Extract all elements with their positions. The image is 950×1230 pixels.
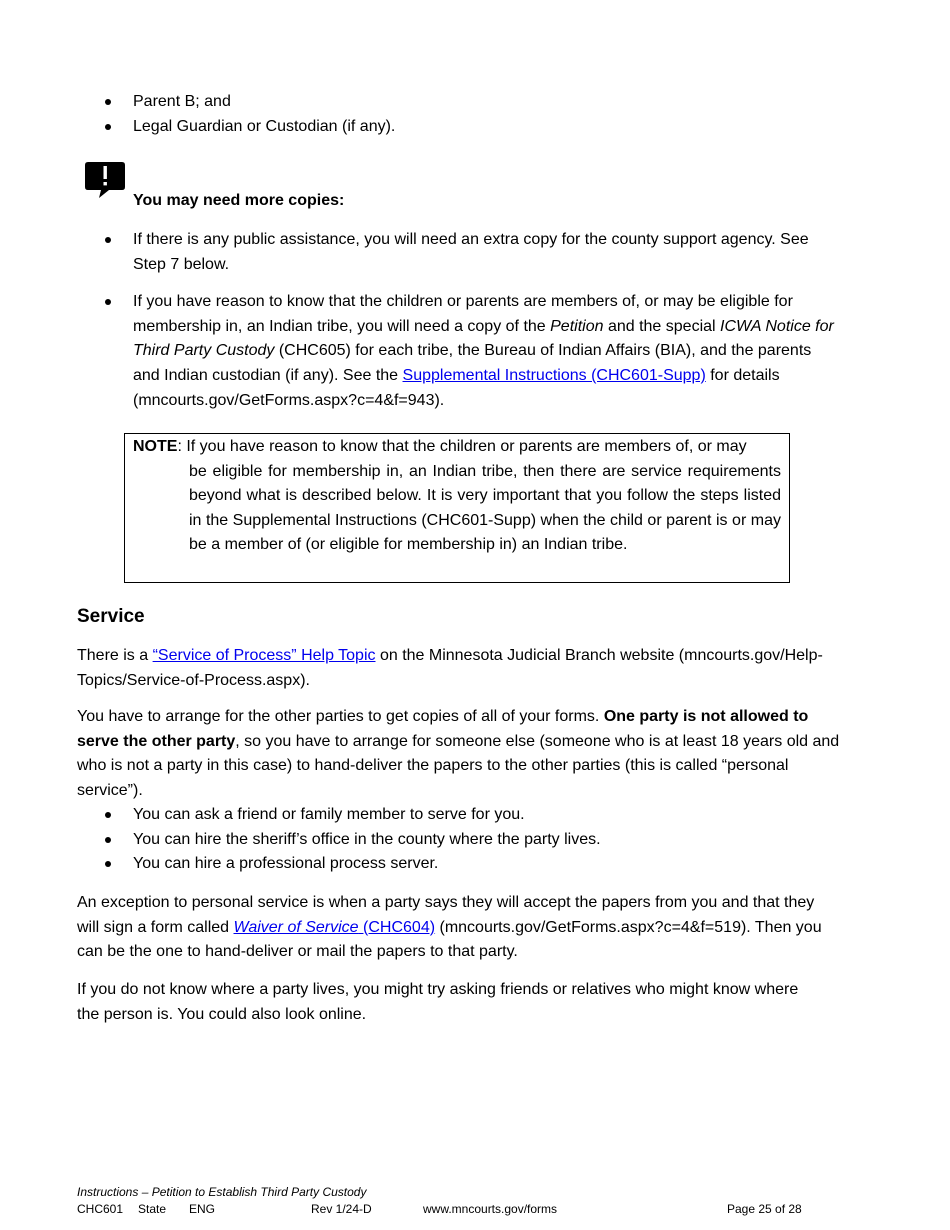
bullet-icon — [105, 861, 111, 867]
footer-state: State — [138, 1202, 167, 1216]
footer-title: Instructions – Petition to Establish Third Party Custody — [77, 1185, 367, 1199]
note-text: be eligible for membership in, an Indian tribe, then there are service requirements beyond what is described below. It is very important that you follow the steps listed in the Supplemental Instructions (CHC601-Supp) when the child or parent is or may be a member of (or eligible for membership in) an Indian tribe. — [189, 462, 781, 554]
footer-revision: Rev 1/24-D — [311, 1202, 372, 1216]
bullet-icon — [105, 299, 111, 305]
list-item: Parent B; and — [77, 90, 837, 115]
footer-language: ENG — [189, 1202, 216, 1216]
waiver-of-service-link[interactable]: Waiver of Service (CHC604) — [233, 918, 436, 936]
service-paragraph-4: If you do not know where a party lives, you might try asking friends or relatives who might know where the person is. You could also look online. — [77, 981, 799, 1023]
page-footer — [77, 1184, 817, 1218]
service-paragraph-2: You have to arrange for the other parties to get copies of all of your forms. One party is not allowed to serve the other party, so you have to arrange for someone else (someone who is at least 18 years old and who is not a party in this case) to hand-deliver the papers to the other parties (this is called “personal service”). — [77, 708, 840, 799]
bullet-icon — [105, 99, 111, 105]
bullet-icon — [105, 812, 111, 818]
service-paragraph-1: There is a “Service of Process” Help Topic on the Minnesota Judicial Branch website (mncourts.gov/Help-Topics/Service-of-Process.aspx). — [77, 647, 823, 689]
service-of-process-help-topic-link[interactable]: “Service of Process” Help Topic — [152, 647, 376, 664]
supplemental-instructions-link[interactable]: Supplemental Instructions (CHC601-Supp) — [402, 366, 706, 384]
bullet-icon — [105, 837, 111, 843]
bullet-icon — [105, 124, 111, 130]
footer-page-number: Page 25 of 28 — [727, 1202, 802, 1216]
exclamation-speech-bubble-icon — [85, 162, 127, 200]
top-bullet-list — [77, 90, 837, 139]
list-item: If there is any public assistance, you will need an extra copy for the county support agency. See Step 7 below. — [77, 228, 839, 277]
alert-heading: You may need more copies: — [133, 192, 345, 209]
list-item: You can hire the sheriff’s office in the county where the party lives. — [77, 828, 837, 853]
list-item: If you have reason to know that the children or parents are members of, or may be eligible for membership in, an Indian tribe, you will need a copy of the Petition and the special ICWA Notice for Third Party Custody (CHC605) for each tribe, the Bureau of Indian Affairs (BIA), and the parents and Indian custodian (if any). See the Supplemental Instructions (CHC601-Supp) for details (mncourts.gov/GetForms.aspx?c=4&f=943). — [77, 290, 839, 413]
note-label: NOTE — [133, 438, 178, 455]
service-paragraph-3: An exception to personal service is when a party says they will accept the papers from you and that they will sign a form called Waiver of Service (CHC604) (mncourts.gov/GetForms.aspx?c=4&f=519). Then you can be the one to hand-deliver or mail the papers to that party. — [77, 894, 822, 961]
alert-bullet-list — [77, 228, 839, 413]
list-item: You can hire a professional process server. — [77, 852, 837, 877]
footer-url: www.mncourts.gov/forms — [423, 1202, 558, 1216]
footer-form-number: CHC601 — [77, 1202, 124, 1216]
section-heading-service: Service — [77, 606, 145, 627]
bullet-icon — [105, 237, 111, 243]
note-box: NOTE: If you have reason to know that the children or parents are members of, or may be eligible for membership in, an Indian tribe, then there are service requirements beyond what is described below. It is very important that you follow the steps listed in the Supplemental Instructions (CHC601-Supp) when the child or parent is or may be a member of (or eligible for membership in) an Indian tribe. — [124, 433, 790, 583]
list-item: Legal Guardian or Custodian (if any). — [77, 115, 837, 140]
list-item: You can ask a friend or family member to serve for you. — [77, 803, 837, 828]
service-bullet-list — [77, 803, 837, 877]
